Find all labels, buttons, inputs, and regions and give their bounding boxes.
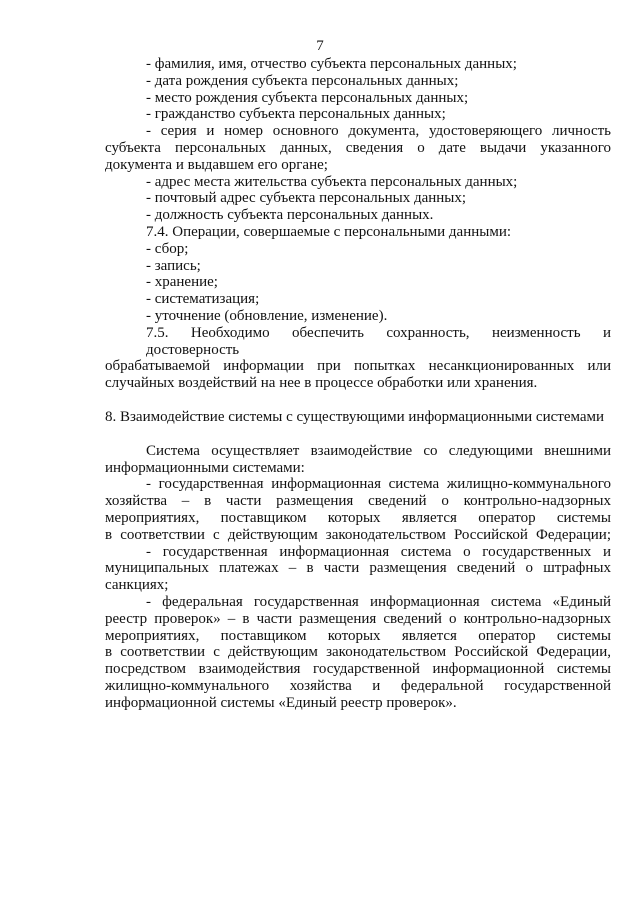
text-line: хозяйства – в части размещения сведений о контрольно-надзорных: [105, 493, 611, 510]
text-line: - сбор;: [146, 240, 189, 257]
text-line: случайных воздействий на нее в процессе обработки или хранения.: [105, 375, 538, 392]
section-7-block: [105, 56, 611, 392]
text-line: реестр проверок» – в части размещения сведений о контрольно-надзорных: [105, 610, 611, 627]
text-line: мероприятиях, поставщиком которых является оператор системы: [105, 509, 611, 526]
text-line: - государственная информационная система о государственных и: [146, 543, 611, 560]
text-line: - почтовый адрес субъекта персональных данных;: [146, 190, 467, 207]
text-line: 7.5. Необходимо обеспечить сохранность, неизменность и достоверность: [146, 324, 611, 358]
text-line: в соответствии с действующим законодательством Российской Федерации;: [105, 526, 611, 543]
text-line: - хранение;: [146, 274, 218, 291]
text-line: субъекта персональных данных, сведения о дате выдачи указанного: [105, 139, 611, 156]
text-line: Система осуществляет взаимодействие со следующими внешними: [146, 442, 611, 459]
text-line: посредством взаимодействия государственной информационной системы: [105, 661, 611, 678]
text-line: 7.4. Операции, совершаемые с персональными данными:: [146, 223, 512, 240]
text-line: - уточнение (обновление, изменение).: [146, 307, 388, 324]
text-line: - систематизация;: [146, 291, 260, 308]
text-line: - дата рождения субъекта персональных данных;: [146, 72, 459, 89]
text-line: - запись;: [146, 257, 201, 274]
text-line: - федеральная государственная информационная система «Единый: [146, 593, 611, 610]
page-number: 7: [316, 38, 324, 54]
text-line: муниципальных платежах – в части размещения сведений о штрафных: [105, 560, 611, 577]
text-line: информационными системами:: [105, 459, 305, 476]
section-8-heading: 8. Взаимодействие системы с существующими информационными системами: [105, 408, 605, 425]
page-body: [105, 56, 611, 711]
text-line: жилищно-коммунального хозяйства и федеральной государственной: [105, 677, 611, 694]
text-line: - гражданство субъекта персональных данных;: [146, 106, 446, 123]
text-line: - место рождения субъекта персональных данных;: [146, 89, 469, 106]
text-line: - серия и номер основного документа, удостоверяющего личность: [146, 123, 611, 140]
text-line: обрабатываемой информации при попытках несанкционированных или: [105, 358, 611, 375]
text-line: в соответствии с действующим законодательством Российской Федерации,: [105, 644, 611, 661]
text-line: санкциях;: [105, 577, 169, 594]
section-8-block: [105, 443, 611, 712]
text-line: документа и выдавшем его органе;: [105, 156, 328, 173]
text-line: - адрес места жительства субъекта персональных данных;: [146, 173, 518, 190]
text-line: информационной системы «Единый реестр проверок».: [105, 694, 457, 711]
text-line: - государственная информационная система жилищно-коммунального: [146, 476, 611, 493]
text-line: мероприятиях, поставщиком которых является оператор системы: [105, 627, 611, 644]
text-line: - фамилия, имя, отчество субъекта персональных данных;: [146, 56, 517, 72]
text-line: - должность субъекта персональных данных.: [146, 207, 434, 224]
